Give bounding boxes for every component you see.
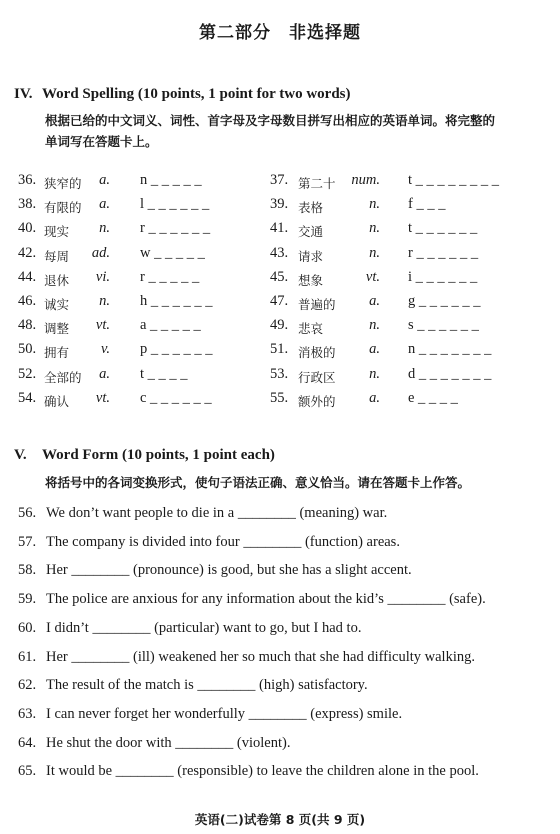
spelling-chinese-meaning: 悲哀 [298,321,324,337]
spelling-item-number: 37. [270,172,289,188]
spelling-chinese-meaning: 消极的 [298,345,336,361]
spelling-row [0,293,560,315]
spelling-part-of-speech: num. [351,172,380,188]
spelling-part-of-speech: vt. [95,317,110,334]
spelling-part-of-speech: ad. [91,244,110,261]
spelling-part-of-speech: n. [369,244,380,261]
spelling-row [0,245,560,267]
spelling-letter-hint: f _ _ _ [408,196,446,213]
wordform-item-number: 63. [18,705,37,722]
spelling-chinese-meaning: 请求 [298,248,324,264]
spelling-item-number: 52. [18,365,37,382]
spelling-part-of-speech: n. [369,365,380,382]
spelling-item-number: 46. [18,293,37,309]
spelling-chinese-meaning: 拥有 [44,345,70,361]
spelling-row [0,390,560,412]
wordform-item-number: 61. [18,648,37,665]
spelling-letter-hint: r _ _ _ _ _ _ [408,244,479,261]
spelling-letter-hint: n _ _ _ _ _ _ _ [408,341,492,358]
spelling-section-title: Word Spelling (10 points, 1 point for two words) [42,86,351,102]
spelling-letter-hint: p _ _ _ _ _ _ [140,341,213,358]
spelling-letter-hint: r _ _ _ _ _ _ [140,220,211,237]
wordform-item-number: 60. [18,619,37,636]
spelling-letter-hint: c _ _ _ _ _ _ [140,389,212,406]
spelling-item-number: 39. [270,196,289,213]
spelling-item-number: 54. [18,389,37,406]
spelling-letter-hint: d _ _ _ _ _ _ _ [408,365,492,382]
wordform-item [0,677,560,699]
wordform-section-number: V. [14,447,27,463]
spelling-row [0,196,560,218]
wordform-item-number: 56. [18,505,37,521]
spelling-item-number: 40. [18,220,37,237]
part-title: 第二部分 非选择题 [199,23,361,43]
spelling-part-of-speech: a. [99,196,110,213]
wordform-section-heading [14,447,275,464]
wordform-item-number: 58. [18,562,37,579]
spelling-item-number: 51. [270,341,289,358]
spelling-item-number: 43. [270,244,289,261]
spelling-chinese-meaning: 表格 [298,200,324,216]
spelling-part-of-speech: n. [369,196,380,213]
spelling-chinese-meaning: 现实 [44,224,70,240]
spelling-item-number: 44. [18,268,37,285]
wordform-item-number: 57. [18,533,37,550]
spelling-letter-hint: l _ _ _ _ _ _ [140,196,210,213]
wordform-item-number: 65. [18,763,37,780]
spelling-part-of-speech: a. [99,172,110,188]
spelling-chinese-meaning: 每周 [44,248,70,264]
spelling-item-number: 55. [270,389,289,406]
wordform-item [0,649,560,671]
spelling-item-number: 50. [18,341,37,358]
spelling-part-of-speech: n. [369,317,380,334]
wordform-sentence: Her ________ (pronounce) is good, but she has a slight accent. [46,562,412,579]
wordform-section-title: Word Form (10 points, 1 point each) [42,447,275,463]
spelling-item-number: 47. [270,293,289,309]
wordform-sentence: I didn’t ________ (particular) want to go, but I had to. [46,619,362,636]
spelling-chinese-meaning: 行政区 [298,369,336,385]
spelling-row [0,366,560,388]
spelling-letter-hint: e _ _ _ _ [408,389,458,406]
spelling-part-of-speech: vt. [95,389,110,406]
spelling-letter-hint: t _ _ _ _ [140,365,188,382]
spelling-row [0,341,560,363]
wordform-item [0,706,560,728]
spelling-chinese-meaning: 额外的 [298,393,336,409]
spelling-letter-hint: h _ _ _ _ _ _ [140,293,213,309]
spelling-chinese-meaning: 交通 [298,224,324,240]
wordform-item [0,562,560,584]
spelling-letter-hint: i _ _ _ _ _ _ [408,268,478,285]
spelling-chinese-meaning: 有限的 [44,200,82,216]
spelling-letter-hint: w _ _ _ _ _ [140,244,205,261]
spelling-chinese-meaning: 诚实 [44,297,70,312]
spelling-chinese-meaning: 第二十 [298,176,336,191]
wordform-sentence: He shut the door with ________ (violent). [46,734,291,751]
spelling-part-of-speech: v. [101,341,110,358]
spelling-part-of-speech: n. [99,293,110,309]
spelling-chinese-meaning: 想象 [298,272,324,288]
spelling-chinese-meaning: 狭窄的 [44,176,82,191]
spelling-letter-hint: s _ _ _ _ _ _ [408,317,479,334]
spelling-letter-hint: t _ _ _ _ _ _ _ _ [408,172,500,188]
wordform-instructions: 将括号中的各词变换形式，使句子语法正确、意义恰当。请在答题卡上作答。 [45,475,471,490]
spelling-chinese-meaning: 全部的 [44,369,82,385]
spelling-item-number: 48. [18,317,37,334]
wordform-item [0,591,560,613]
spelling-instruction-line-2: 单词写在答题卡上。 [45,134,158,149]
wordform-item [0,735,560,757]
wordform-sentence: The police are anxious for any information about the kid’s ________ (safe). [46,591,486,608]
spelling-row [0,220,560,242]
spelling-chinese-meaning: 退休 [44,272,70,288]
spelling-row [0,172,560,194]
spelling-part-of-speech: n. [99,220,110,237]
spelling-part-of-speech: vt. [365,268,380,285]
wordform-item-number: 64. [18,734,37,751]
spelling-letter-hint: g _ _ _ _ _ _ [408,293,481,309]
wordform-sentence: The company is divided into four ________ (function) areas. [46,533,400,550]
spelling-item-number: 38. [18,196,37,213]
spelling-item-number: 49. [270,317,289,334]
spelling-part-of-speech: a. [369,341,380,358]
spelling-part-of-speech: vi. [95,268,110,285]
spelling-item-number: 42. [18,244,37,261]
page-footer: 英语(二)试卷第 8 页(共 9 页) [194,812,366,827]
spelling-part-of-speech: a. [99,365,110,382]
spelling-section-heading [14,86,351,103]
spelling-item-number: 53. [270,365,289,382]
wordform-item [0,534,560,556]
wordform-item [0,620,560,642]
wordform-item [0,505,560,527]
wordform-sentence: The result of the match is ________ (high) satisfactory. [46,677,368,694]
spelling-instructions [45,110,545,152]
spelling-letter-hint: r _ _ _ _ _ [140,268,200,285]
spelling-item-number: 36. [18,172,37,188]
wordform-item [0,763,560,785]
spelling-row [0,269,560,291]
spelling-row [0,317,560,339]
spelling-item-number: 45. [270,268,289,285]
wordform-sentence: It would be ________ (responsible) to leave the children alone in the pool. [46,763,479,780]
spelling-part-of-speech: a. [369,293,380,309]
spelling-section-number: IV. [14,86,33,102]
spelling-instruction-line-1: 根据已给的中文词义、词性、首字母及字母数目拼写出相应的英语单词。将完整的 [45,113,496,128]
spelling-letter-hint: a _ _ _ _ _ [140,317,201,334]
spelling-chinese-meaning: 确认 [44,393,70,409]
spelling-letter-hint: n _ _ _ _ _ [140,172,202,188]
spelling-letter-hint: t _ _ _ _ _ _ [408,220,478,237]
spelling-chinese-meaning: 调整 [44,321,70,337]
spelling-part-of-speech: n. [369,220,380,237]
wordform-item-number: 62. [18,677,37,694]
spelling-part-of-speech: a. [369,389,380,406]
spelling-chinese-meaning: 普遍的 [298,297,336,312]
wordform-sentence: I can never forget her wonderfully ________ (express) smile. [46,705,403,722]
spelling-item-number: 41. [270,220,289,237]
wordform-sentence: Her ________ (ill) weakened her so much that she had difficulty walking. [46,648,475,665]
wordform-sentence: We don’t want people to die in a ________ (meaning) war. [46,505,388,521]
wordform-item-number: 59. [18,591,37,608]
